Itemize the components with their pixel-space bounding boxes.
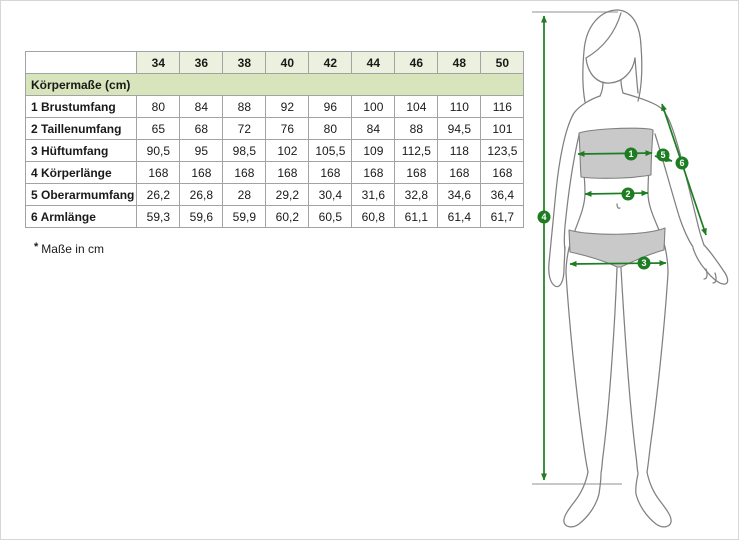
- measurement-value-cell: 88: [223, 96, 266, 118]
- measurement-value-cell: 30,4: [309, 184, 352, 206]
- measurement-value-cell: 168: [266, 162, 309, 184]
- measurement-value-cell: 95: [180, 140, 223, 162]
- measurement-value-cell: 80: [137, 96, 180, 118]
- measurement-value-cell: 168: [395, 162, 438, 184]
- table-row: [26, 184, 524, 206]
- measurement-value-cell: 84: [352, 118, 395, 140]
- svg-text:2: 2: [625, 189, 631, 200]
- measurement-value-cell: 72: [223, 118, 266, 140]
- size-column-header: 48: [438, 52, 481, 74]
- measurement-value-cell: 88: [395, 118, 438, 140]
- measurement-value-cell: 168: [352, 162, 395, 184]
- measurement-value-cell: 34,6: [438, 184, 481, 206]
- measurement-row-label: 1 Brustumfang: [26, 96, 137, 118]
- measurement-row-label: 4 Körperlänge: [26, 162, 137, 184]
- marker-arm-length: [676, 157, 689, 170]
- measurement-value-cell: 90,5: [137, 140, 180, 162]
- size-header-row: [26, 52, 524, 74]
- size-column-header: 44: [352, 52, 395, 74]
- measurement-value-cell: 100: [352, 96, 395, 118]
- measurement-value-cell: 84: [180, 96, 223, 118]
- measurement-value-cell: 116: [481, 96, 524, 118]
- measurement-value-cell: 168: [438, 162, 481, 184]
- measurement-value-cell: 61,7: [481, 206, 524, 228]
- measurement-value-cell: 60,2: [266, 206, 309, 228]
- measurement-value-cell: 123,5: [481, 140, 524, 162]
- measurement-value-cell: 168: [481, 162, 524, 184]
- size-column-header: 38: [223, 52, 266, 74]
- footnote-asterisk: *: [34, 241, 39, 253]
- measurement-value-cell: 92: [266, 96, 309, 118]
- measurement-value-cell: 65: [137, 118, 180, 140]
- size-column-header: 50: [481, 52, 524, 74]
- measurement-value-cell: 59,3: [137, 206, 180, 228]
- measurement-value-cell: 96: [309, 96, 352, 118]
- measurement-value-cell: 26,8: [180, 184, 223, 206]
- measurement-value-cell: 32,8: [395, 184, 438, 206]
- measurement-value-cell: 60,5: [309, 206, 352, 228]
- corner-cell: [26, 52, 137, 74]
- measurement-value-cell: 110: [438, 96, 481, 118]
- table-row: [26, 96, 524, 118]
- measurement-value-cell: 59,9: [223, 206, 266, 228]
- svg-text:6: 6: [679, 158, 685, 169]
- measurement-value-cell: 105,5: [309, 140, 352, 162]
- footnote: [34, 241, 104, 256]
- measurement-value-cell: 104: [395, 96, 438, 118]
- measurement-value-cell: 109: [352, 140, 395, 162]
- measurement-value-cell: 112,5: [395, 140, 438, 162]
- measurement-value-cell: 98,5: [223, 140, 266, 162]
- size-column-header: 40: [266, 52, 309, 74]
- measurement-value-cell: 61,4: [438, 206, 481, 228]
- size-column-header: 34: [137, 52, 180, 74]
- measurement-value-cell: 168: [223, 162, 266, 184]
- svg-text:3: 3: [641, 258, 647, 269]
- marker-waist: [622, 188, 635, 201]
- measurement-value-cell: 118: [438, 140, 481, 162]
- measurement-value-cell: 36,4: [481, 184, 524, 206]
- measurement-value-cell: 76: [266, 118, 309, 140]
- measurement-value-cell: 61,1: [395, 206, 438, 228]
- measurement-value-cell: 31,6: [352, 184, 395, 206]
- measurement-row-label: 3 Hüftumfang: [26, 140, 137, 162]
- measurement-value-cell: 168: [309, 162, 352, 184]
- table-row: [26, 206, 524, 228]
- marker-bust: [625, 148, 638, 161]
- section-header-label: Körpermaße (cm): [26, 74, 524, 96]
- svg-text:1: 1: [628, 149, 634, 160]
- figure-outline: [549, 10, 728, 527]
- measurement-value-cell: 59,6: [180, 206, 223, 228]
- table-row: [26, 140, 524, 162]
- section-header-row: [26, 74, 524, 96]
- marker-hip: [638, 257, 651, 270]
- size-column-header: 46: [395, 52, 438, 74]
- size-column-header: 36: [180, 52, 223, 74]
- measurement-value-cell: 168: [137, 162, 180, 184]
- measure-arrow-arm-length: [662, 104, 706, 235]
- footnote-text: Maße in cm: [41, 242, 104, 256]
- measurement-figure-illustration: [529, 1, 739, 540]
- measurement-value-cell: 68: [180, 118, 223, 140]
- measurement-value-cell: 26,2: [137, 184, 180, 206]
- size-column-header: 42: [309, 52, 352, 74]
- measurement-value-cell: 102: [266, 140, 309, 162]
- measurement-value-cell: 168: [180, 162, 223, 184]
- measurement-row-label: 5 Oberarmumfang: [26, 184, 137, 206]
- table-row: [26, 118, 524, 140]
- measurement-value-cell: 101: [481, 118, 524, 140]
- measurement-value-cell: 29,2: [266, 184, 309, 206]
- measurement-row-label: 2 Taillenumfang: [26, 118, 137, 140]
- svg-text:5: 5: [660, 150, 666, 161]
- measurement-value-cell: 28: [223, 184, 266, 206]
- size-chart-table: [25, 51, 524, 228]
- panties: [569, 228, 665, 267]
- measure-arrow-hip: [570, 263, 666, 264]
- measure-arrow-waist: [585, 193, 648, 194]
- marker-body-length: [538, 211, 551, 224]
- svg-text:4: 4: [541, 212, 547, 223]
- measure-arrow-bust: [578, 153, 652, 154]
- table-row: [26, 162, 524, 184]
- measurement-value-cell: 94,5: [438, 118, 481, 140]
- measurement-row-label: 6 Armlänge: [26, 206, 137, 228]
- measurement-value-cell: 60,8: [352, 206, 395, 228]
- measurement-value-cell: 80: [309, 118, 352, 140]
- marker-upper-arm: [657, 149, 670, 162]
